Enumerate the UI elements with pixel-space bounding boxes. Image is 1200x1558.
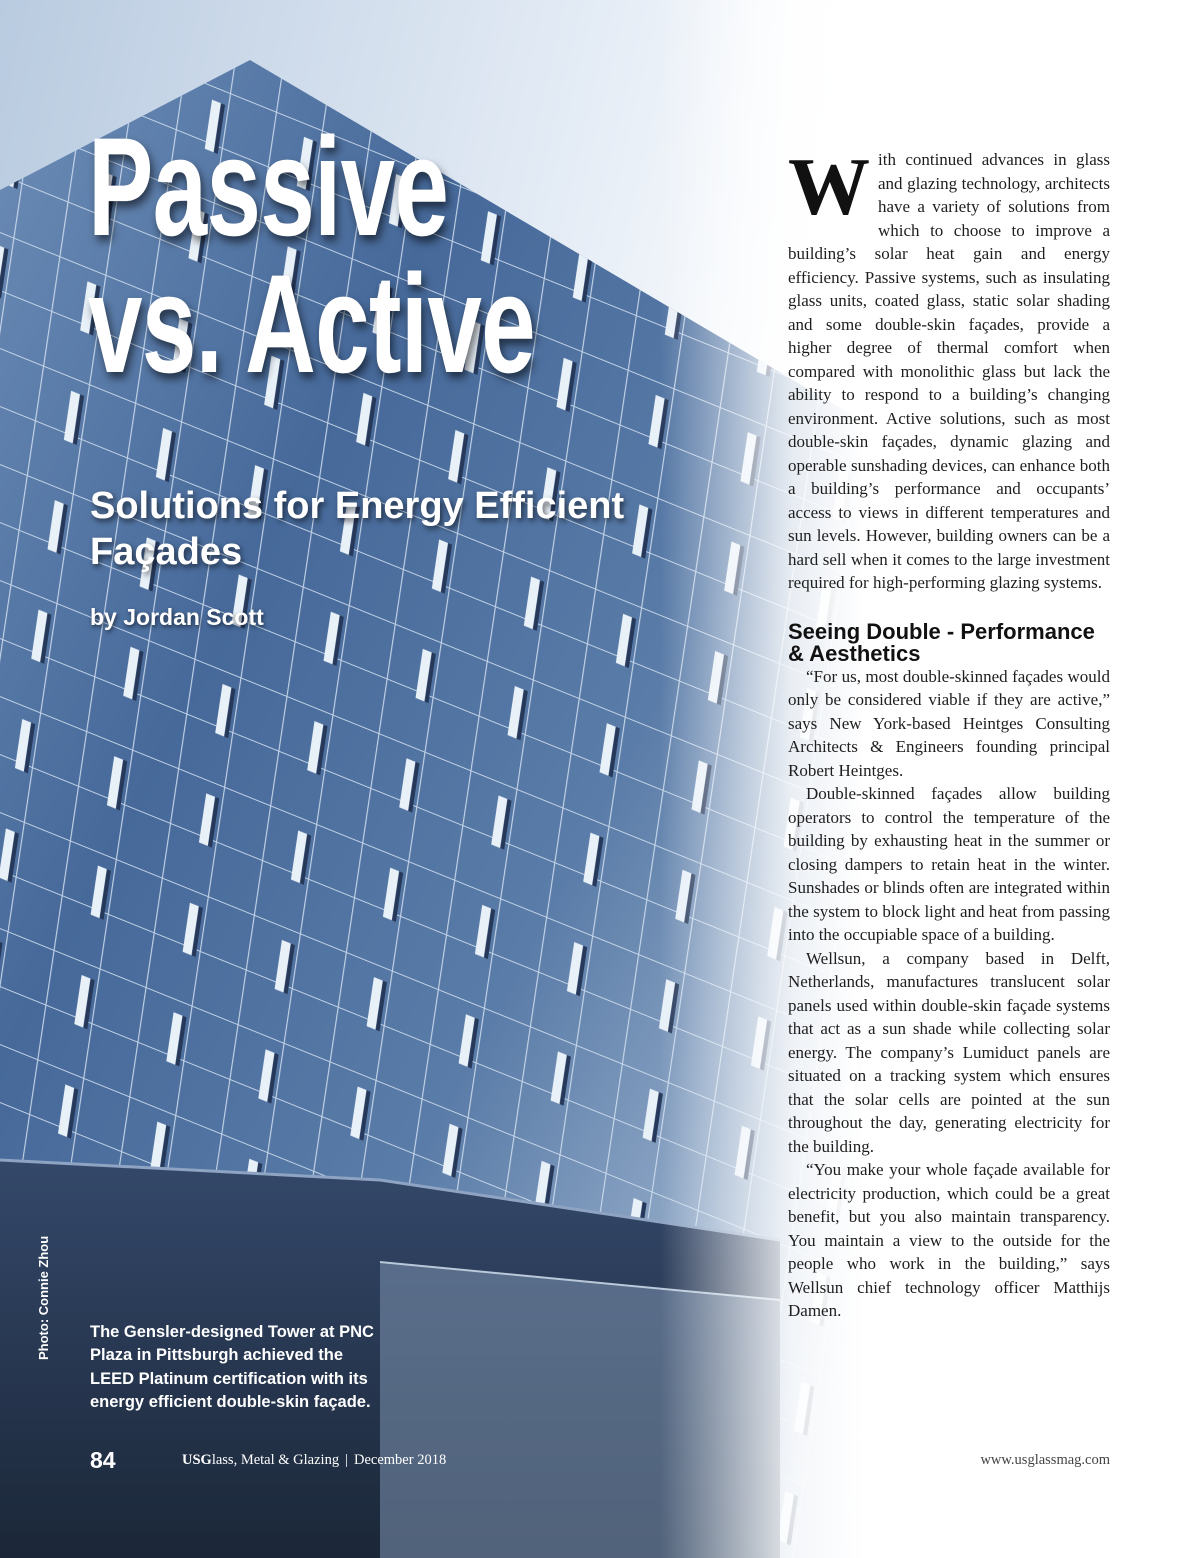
website-url[interactable]: www.usglassmag.com	[980, 1452, 1110, 1468]
article-paragraph: Wellsun, a company based in Delft, Netherlands, manufactures translucent solar panels used within double-skin façade systems that act as a sun shade while collecting solar energy. The company’s Lumiduct panels are situated on a tracking system which ensures that the solar cells are pointed at the sun throughout the day, generating electricity for the building.	[788, 948, 1110, 1156]
byline: by Jordan Scott	[90, 604, 264, 630]
issue-date: December 2018	[354, 1452, 447, 1468]
photo-caption: The Gensler-designed Tower at PNC Plaza in Pittsburgh achieved the LEED Platinum certification with its energy efficient double-skin façade.	[90, 1323, 374, 1412]
headline-line-2: vs. Active	[88, 245, 535, 403]
headline-line-1: Passive	[88, 108, 449, 265]
publication-name: lass, Metal & Glazing	[211, 1452, 340, 1468]
footer-separator: |	[345, 1452, 348, 1468]
article-paragraph: “You make your whole façade available for electricity production, which could be a great benefit, but you also maintain transparency. You maintain a view to the outside for the people who work in the building,” says Wellsun chief technology officer Matthijs Damen.	[788, 1160, 1110, 1320]
page-number: 84	[90, 1447, 116, 1473]
headline-subtitle: Solutions for Energy Efficient Façades	[90, 485, 625, 573]
article-paragraph: “For us, most double-skinned façades would only be considered viable if they are active,” says New York-based Heintges Consulting Architects & Engineers founding principal Robert Heintges.	[788, 666, 1110, 780]
article-column	[788, 141, 1110, 1323]
photo-credit: Photo: Connie Zhou	[36, 1235, 51, 1360]
headline-title	[88, 108, 535, 403]
publication-name-bold: USG	[182, 1452, 212, 1468]
article-paragraph: Double-skinned façades allow building operators to control the temperature of the building by exhausting heat in the summer or closing dampers to retain heat in the winter. Sunshades or blinds often are integrated within the system to block light and heat from passing into the occupiable space of a building.	[788, 784, 1110, 944]
drop-cap: W	[788, 141, 870, 232]
section-heading: Seeing Double - Performance & Aesthetics	[788, 618, 1095, 666]
article-intro-text: ith continued advances in glass and glazing technology, architects have a variety of solutions from which to choose to improve a building’s solar heat gain and energy efficiency. Passive systems, such as insulating glass units, coated glass, static solar shading and some double-skin façades, provide a higher degree of thermal comfort when compared with monolithic glass but lack the ability to respond to a building’s changing environment. Active solutions, such as most double-skin façades, dynamic glazing and operable sunshading devices, can enhance both a building’s performance and occupants’ access to views in different temperatures and sun levels. However, building owners can be a hard sell when it comes to the large investment required for high-performing glazing systems.	[788, 150, 1110, 592]
publication-footer	[182, 1452, 446, 1469]
article-intro	[788, 141, 1110, 595]
